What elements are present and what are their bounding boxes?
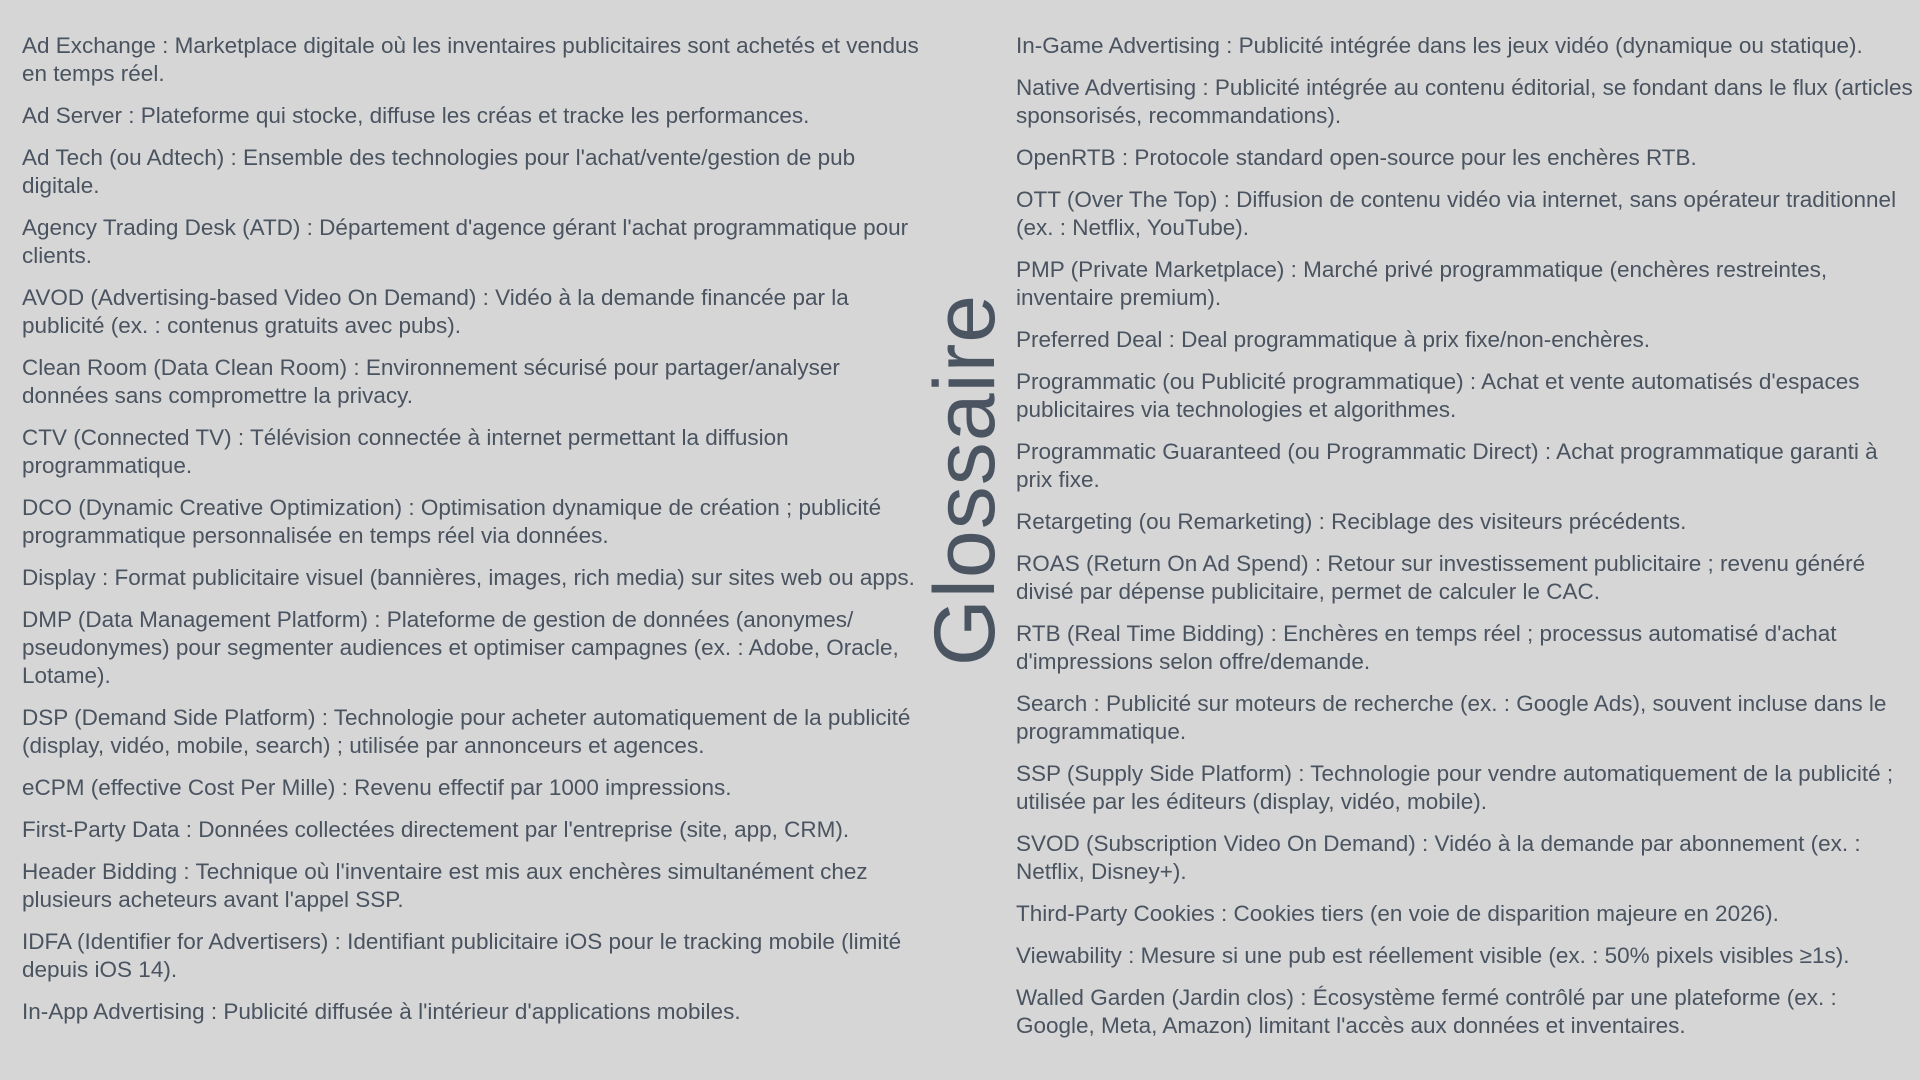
glossary-entry-ott: OTT (Over The Top) : Diffusion de contenu vidéo via internet, sans opérateur traditionnel (ex. : Netflix, YouTube). (1016, 187, 1897, 240)
glossary-entry-dco: DCO (Dynamic Creative Optimization) : Optimisation dynamique de création ; publicité programmatique personnalisée en temps réel via données. (22, 495, 882, 548)
page-title: Glossaire (917, 293, 1013, 667)
glossary-entry-avod: AVOD (Advertising-based Video On Demand) : Vidéo à la demande financée par la publicité (ex. : contenus gratuits avec pubs). (22, 285, 849, 338)
glossary-entry-ad-exchange: Ad Exchange : Marketplace digitale où les inventaires publicitaires sont achetés et vendus en temps réel. (22, 33, 919, 86)
glossary-entry-idfa: IDFA (Identifier for Advertisers) : Identifiant publicitaire iOS pour le tracking mobile (limité depuis iOS 14). (22, 929, 902, 982)
glossary-left-column (22, 32, 927, 1040)
glossary-entry-programmatic: Programmatic (ou Publicité programmatique) : Achat et vente automatisés d'espaces publicitaires via technologies et algorithmes. (1016, 369, 1860, 422)
glossary-entry-display: Display : Format publicitaire visuel (bannières, images, rich media) sur sites web ou apps. (22, 565, 915, 590)
glossary-entry-ad-server: Ad Server : Plateforme qui stocke, diffuse les créas et tracke les performances. (22, 103, 810, 128)
glossary-entry-first-party-data: First-Party Data : Données collectées directement par l'entreprise (site, app, CRM). (22, 817, 850, 842)
glossary-entry-dmp: DMP (Data Management Platform) : Plateforme de gestion de données (anonymes/ pseudonymes) pour segmenter audiences et optimiser campagnes (ex. : Adobe, Oracle, Lotame). (22, 607, 899, 688)
glossary-entry-svod: SVOD (Subscription Video On Demand) : Vidéo à la demande par abonnement (ex. : Netflix, Disney+). (1016, 831, 1861, 884)
glossary-entry-third-party-cookies: Third-Party Cookies : Cookies tiers (en voie de disparition majeure en 2026). (1016, 901, 1779, 926)
glossary-entry-walled-garden: Walled Garden (Jardin clos) : Écosystème fermé contrôlé par une plateforme (ex. : Google, Meta, Amazon) limitant l'accès aux données et inventaires. (1016, 985, 1837, 1038)
glossary-entry-programmatic-guaranteed: Programmatic Guaranteed (ou Programmatic Direct) : Achat programmatique garanti à prix fixe. (1016, 439, 1878, 492)
glossary-entry-ssp: SSP (Supply Side Platform) : Technologie pour vendre automatiquement de la publicité ; utilisée par les éditeurs (display, vidéo, mobile). (1016, 761, 1894, 814)
glossary-entry-search: Search : Publicité sur moteurs de recherche (ex. : Google Ads), souvent incluse dans le programmatique. (1016, 691, 1887, 744)
glossary-right-column (1016, 32, 1916, 1054)
glossary-entry-ctv: CTV (Connected TV) : Télévision connectée à internet permettant la diffusion programmatique. (22, 425, 789, 478)
glossary-entry-dsp: DSP (Demand Side Platform) : Technologie pour acheter automatiquement de la publicité (display, vidéo, mobile, search) ; utilisée par annonceurs et agences. (22, 705, 911, 758)
glossary-entry-openrtb: OpenRTB : Protocole standard open-source pour les enchères RTB. (1016, 145, 1697, 170)
glossary-entry-clean-room: Clean Room (Data Clean Room) : Environnement sécurisé pour partager/analyser données sans compromettre la privacy. (22, 355, 840, 408)
glossary-entry-atd: Agency Trading Desk (ATD) : Département d'agence gérant l'achat programmatique pour clients. (22, 215, 909, 268)
page-title-container (917, 293, 1013, 667)
glossary-entry-preferred-deal: Preferred Deal : Deal programmatique à prix fixe/non-enchères. (1016, 327, 1651, 352)
glossary-entry-roas: ROAS (Return On Ad Spend) : Retour sur investissement publicitaire ; revenu généré divisé par dépense publicitaire, permet de calculer le CAC. (1016, 551, 1866, 604)
glossary-entry-in-app-advertising: In-App Advertising : Publicité diffusée à l'intérieur d'applications mobiles. (22, 999, 741, 1024)
glossary-entry-rtb: RTB (Real Time Bidding) : Enchères en temps réel ; processus automatisé d'achat d'impressions selon offre/demande. (1016, 621, 1837, 674)
glossary-entry-ecpm: eCPM (effective Cost Per Mille) : Revenu effectif par 1000 impressions. (22, 775, 732, 800)
glossary-entry-viewability: Viewability : Mesure si une pub est réellement visible (ex. : 50% pixels visibles ≥1s). (1016, 943, 1850, 968)
glossary-entry-pmp: PMP (Private Marketplace) : Marché privé programmatique (enchères restreintes, inventaire premium). (1016, 257, 1828, 310)
glossary-entry-in-game-advertising: In-Game Advertising : Publicité intégrée dans les jeux vidéo (dynamique ou statique). (1016, 33, 1863, 58)
glossary-entry-retargeting: Retargeting (ou Remarketing) : Reciblage des visiteurs précédents. (1016, 509, 1687, 534)
glossary-entry-header-bidding: Header Bidding : Technique où l'inventaire est mis aux enchères simultanément chez plusieurs acheteurs avant l'appel SSP. (22, 859, 868, 912)
glossary-entry-ad-tech: Ad Tech (ou Adtech) : Ensemble des technologies pour l'achat/vente/gestion de pub digitale. (22, 145, 856, 198)
glossary-entry-native-advertising: Native Advertising : Publicité intégrée au contenu éditorial, se fondant dans le flux (articles sponsorisés, recommandations). (1016, 75, 1913, 128)
